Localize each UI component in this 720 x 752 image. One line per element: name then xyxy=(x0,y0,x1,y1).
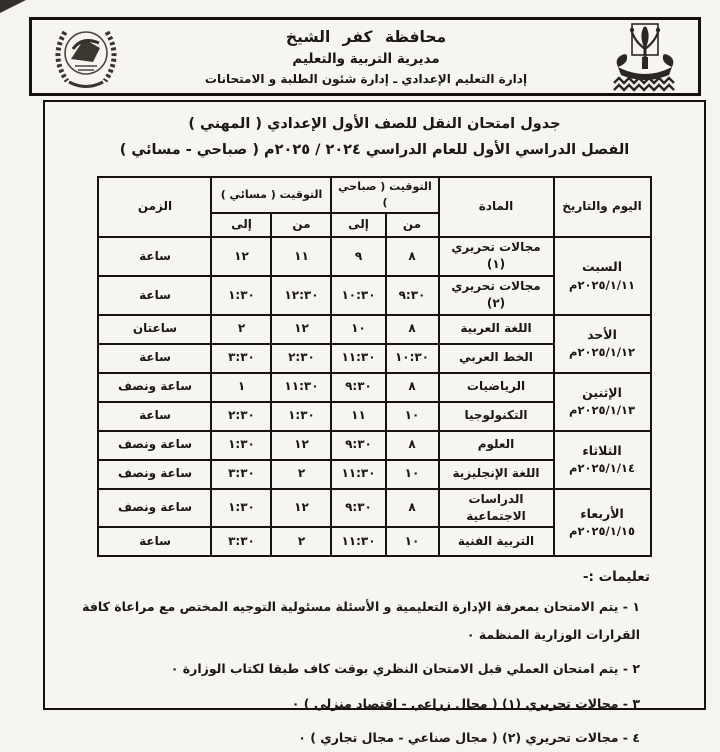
morning-from-cell: ٨ xyxy=(386,315,439,344)
day-name: الثلاثاء xyxy=(582,443,622,459)
evening-from-cell: ١٢ xyxy=(271,315,331,344)
evening-from-cell: ١١:٣٠ xyxy=(271,373,331,402)
morning-from-cell: ١٠:٣٠ xyxy=(386,344,439,373)
duration-cell: ساعة xyxy=(98,527,211,556)
day-date: ٢٠٢٥/١/١٢م xyxy=(569,345,635,360)
governorate-name: محافظة كفر الشيخ xyxy=(285,27,447,46)
subject-cell: الخط العربي xyxy=(439,344,554,373)
day-name: السبت xyxy=(581,259,623,275)
evening-to-cell: ١ xyxy=(211,373,271,402)
department-name: إدارة التعليم الإعدادي ـ إدارة شئون الطلبة و الامتحانات xyxy=(204,71,528,86)
evening-from-cell: ١:٣٠ xyxy=(271,402,331,431)
col-header-morning-from: من xyxy=(386,213,439,237)
instruction-item-2: ٢ - يتم امتحان العملي قبل الامتحان النظري بوقت كاف طبقا لكتاب الوزارة ٠ xyxy=(170,661,640,677)
col-header-subject: المادة xyxy=(439,177,554,237)
schedule-title-line2: الفصل الدراسي الأول للعام الدراسي ٢٠٢٤ / ٢٠٢٥م ( صباحي - مسائي ) xyxy=(119,142,630,159)
day-cell xyxy=(554,431,651,489)
day-cell xyxy=(554,315,651,373)
day-cell xyxy=(554,237,651,315)
morning-from-cell: ٨ xyxy=(386,489,439,528)
morning-from-cell: ١٠ xyxy=(386,527,439,556)
scan-corner-artifact xyxy=(0,0,26,13)
duration-cell: ساعتان xyxy=(98,315,211,344)
col-header-morning-to: إلى xyxy=(331,213,385,237)
evening-from-cell: ٢:٣٠ xyxy=(271,344,331,373)
table-row xyxy=(98,489,650,528)
evening-to-cell: ٢:٣٠ xyxy=(211,402,271,431)
morning-to-cell: ٩:٣٠ xyxy=(331,373,385,402)
subject-cell: مجالات تحريري (١) xyxy=(439,237,554,276)
day-name: الإثنين xyxy=(582,385,622,401)
morning-to-cell: ١١:٣٠ xyxy=(331,344,385,373)
evening-to-cell: ١:٣٠ xyxy=(211,276,271,315)
day-date: ٢٠٢٥/١/١٤م xyxy=(569,461,635,476)
col-header-evening-timing: التوقيت ( مسائي ) xyxy=(211,177,331,213)
instructions-section xyxy=(45,557,704,752)
duration-cell: ساعة ونصف xyxy=(98,460,211,489)
duration-cell: ساعة ونصف xyxy=(98,489,211,528)
morning-from-cell: ٨ xyxy=(386,237,439,276)
subject-cell: العلوم xyxy=(439,431,554,460)
organization-header xyxy=(124,25,608,89)
evening-from-cell: ١٢:٣٠ xyxy=(271,276,331,315)
morning-to-cell: ١١ xyxy=(331,402,385,431)
ministry-education-wreath-emblem-icon xyxy=(48,19,124,95)
duration-cell: ساعة xyxy=(98,237,211,276)
evening-to-cell: ٣:٣٠ xyxy=(211,527,271,556)
day-name: الأحد xyxy=(587,327,617,343)
table-row xyxy=(98,373,650,402)
subject-cell: الدراسات الاجتماعية xyxy=(439,489,554,528)
morning-to-cell: ١٠ xyxy=(331,315,385,344)
day-cell xyxy=(554,489,651,557)
instruction-item-4: ٤ - مجالات تحريري (٢) ( مجال صناعي - مجال تجاري ) ٠ xyxy=(298,730,640,746)
evening-to-cell: ٣:٣٠ xyxy=(211,460,271,489)
evening-to-cell: ١٢ xyxy=(211,237,271,276)
schedule-frame xyxy=(43,100,706,746)
instruction-item-3: ٣ - مجالات تحريري (١) ( مجال زراعي - اقتصاد منزلي ) ٠ xyxy=(291,695,640,711)
day-date: ٢٠٢٥/١/١٥م xyxy=(569,524,635,539)
exam-schedule-table xyxy=(97,176,651,557)
duration-cell: ساعة xyxy=(98,402,211,431)
duration-cell: ساعة xyxy=(98,276,211,315)
duration-cell: ساعة xyxy=(98,344,211,373)
directorate-name: مديرية التربية والتعليم xyxy=(292,50,440,67)
kafr-elsheikh-boat-emblem-icon xyxy=(608,19,682,95)
morning-from-cell: ١٠ xyxy=(386,460,439,489)
morning-from-cell: ٩:٣٠ xyxy=(386,276,439,315)
col-header-day-date: اليوم والتاريخ xyxy=(554,177,651,237)
evening-to-cell: ٣:٣٠ xyxy=(211,344,271,373)
schedule-title-line1: جدول امتحان النقل للصف الأول الإعدادي ( المهني ) xyxy=(188,116,561,132)
evening-from-cell: ١٢ xyxy=(271,431,331,460)
table-row xyxy=(98,431,650,460)
day-date: ٢٠٢٥/١/١١م xyxy=(569,277,635,292)
evening-from-cell: ٢ xyxy=(271,527,331,556)
table-row xyxy=(98,315,650,344)
subject-cell: مجالات تحريري (٢) xyxy=(439,276,554,315)
evening-from-cell: ٢ xyxy=(271,460,331,489)
letterhead-box xyxy=(29,17,701,96)
subject-cell: التكنولوجيا xyxy=(439,402,554,431)
day-cell xyxy=(554,373,651,431)
col-header-evening-to: إلى xyxy=(211,213,271,237)
day-date: ٢٠٢٥/١/١٣م xyxy=(569,403,635,418)
morning-from-cell: ٨ xyxy=(386,373,439,402)
table-row xyxy=(98,237,650,276)
morning-to-cell: ٩ xyxy=(331,237,385,276)
evening-to-cell: ١:٣٠ xyxy=(211,431,271,460)
col-header-evening-from: من xyxy=(271,213,331,237)
morning-to-cell: ٩:٣٠ xyxy=(331,431,385,460)
evening-from-cell: ١٢ xyxy=(271,489,331,528)
morning-to-cell: ٩:٣٠ xyxy=(331,489,385,528)
col-header-duration: الزمن xyxy=(98,177,211,237)
duration-cell: ساعة ونصف xyxy=(98,373,211,402)
evening-to-cell: ١:٣٠ xyxy=(211,489,271,528)
subject-cell: التربية الفنية xyxy=(439,527,554,556)
morning-from-cell: ٨ xyxy=(386,431,439,460)
morning-from-cell: ١٠ xyxy=(386,402,439,431)
instructions-heading: تعليمات :- xyxy=(582,569,650,586)
subject-cell: اللغة الإنجليزية xyxy=(439,460,554,489)
morning-to-cell: ١١:٣٠ xyxy=(331,527,385,556)
evening-from-cell: ١١ xyxy=(271,237,331,276)
duration-cell: ساعة ونصف xyxy=(98,431,211,460)
subject-cell: اللغة العربية xyxy=(439,315,554,344)
morning-to-cell: ١١:٣٠ xyxy=(331,460,385,489)
morning-to-cell: ١٠:٣٠ xyxy=(331,276,385,315)
schedule-title xyxy=(45,102,704,163)
col-header-morning-timing: التوقيت ( صباحي ) xyxy=(331,177,438,213)
instruction-item-1: ١ - يتم الامتحان بمعرفة الإدارة التعليمية و الأسئلة مسئولية التوجيه المختص مع مراعاة كافة القرارات الوزارية المنظمة ٠ xyxy=(82,599,640,642)
day-name: الأربعاء xyxy=(580,506,624,522)
evening-to-cell: ٢ xyxy=(211,315,271,344)
subject-cell: الرياضيات xyxy=(439,373,554,402)
